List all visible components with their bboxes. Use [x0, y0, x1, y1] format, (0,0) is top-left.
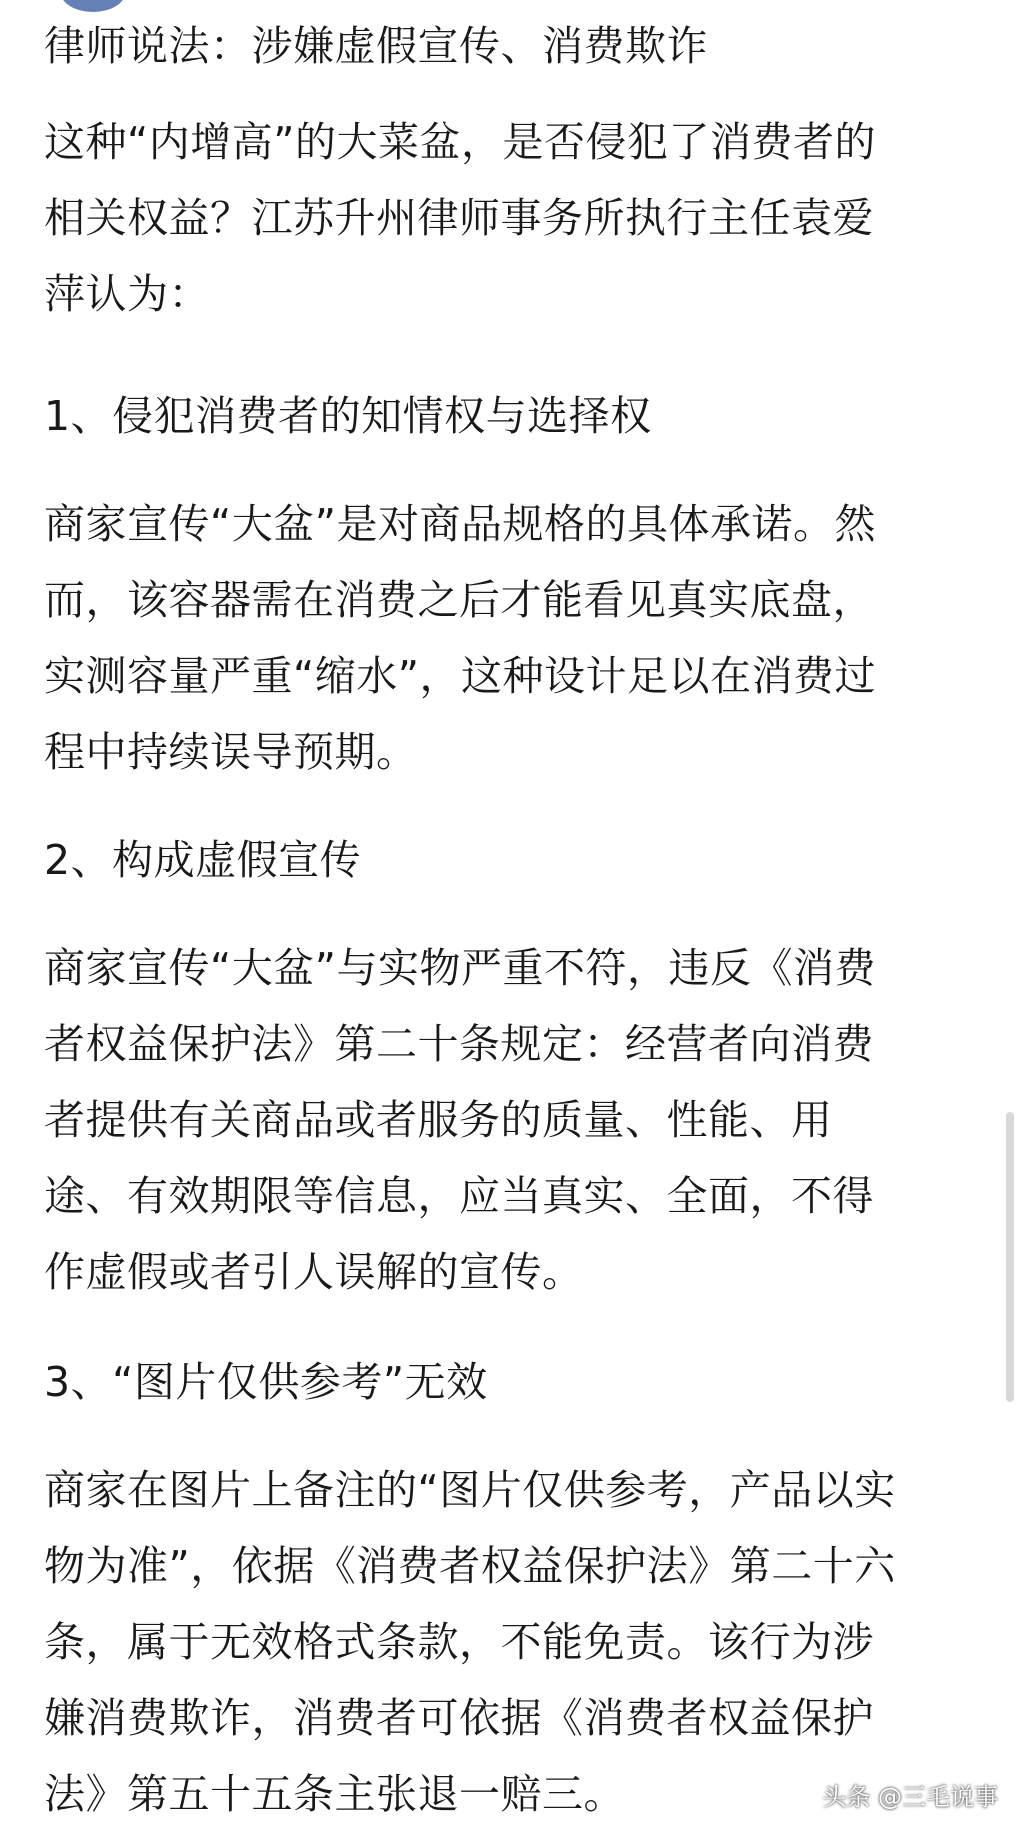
point-2-paragraph [44, 930, 984, 1310]
point-1-paragraph [44, 486, 984, 790]
paragraph-line: 商家在图片上备注的“图片仅供参考，产品以实 [44, 1466, 896, 1514]
point-1-heading: 1、侵犯消费者的知情权与选择权 [44, 392, 652, 440]
paragraph-line: 萍认为： [44, 270, 210, 318]
point-3-heading: 3、“图片仅供参考”无效 [44, 1358, 488, 1406]
paragraph-line: 实测容量严重“缩水”，这种设计足以在消费过 [44, 652, 876, 700]
paragraph-line: 条，属于无效格式条款，不能免责。该行为涉 [44, 1618, 874, 1666]
paragraph-line: 者权益保护法》第二十条规定：经营者向消费 [44, 1020, 874, 1068]
section-title: 律师说法：涉嫌虚假宣传、消费欺诈 [44, 22, 708, 70]
paragraph-line: 程中持续误导预期。 [44, 728, 418, 776]
point-2-heading: 2、构成虚假宣传 [44, 836, 362, 884]
watermark: 头条 @三毛说事 [822, 1783, 998, 1811]
intro-paragraph [44, 104, 984, 332]
paragraph-line: 法》第五十五条主张退一赔三。 [44, 1770, 625, 1818]
paragraph-line: 作虚假或者引人误解的宣传。 [44, 1248, 584, 1296]
point-3-paragraph [44, 1452, 984, 1832]
avatar [60, 0, 126, 12]
paragraph-line: 商家宣传“大盆”与实物严重不符，违反《消费 [44, 944, 876, 992]
scrollbar[interactable] [1006, 1112, 1014, 1402]
paragraph-line: 相关权益？江苏升州律师事务所执行主任袁爱 [44, 194, 874, 242]
paragraph-line: 嫌消费欺诈，消费者可依据《消费者权益保护 [44, 1694, 874, 1742]
paragraph-line: 这种“内增高”的大菜盆，是否侵犯了消费者的 [44, 118, 876, 166]
paragraph-line: 商家宣传“大盆”是对商品规格的具体承诺。然 [44, 500, 876, 548]
paragraph-line: 者提供有关商品或者服务的质量、性能、用 [44, 1096, 833, 1144]
paragraph-line: 途、有效期限等信息，应当真实、全面，不得 [44, 1172, 874, 1220]
paragraph-line: 物为准”，依据《消费者权益保护法》第二十六 [44, 1542, 896, 1590]
paragraph-line: 而，该容器需在消费之后才能看见真实底盘， [44, 576, 874, 624]
